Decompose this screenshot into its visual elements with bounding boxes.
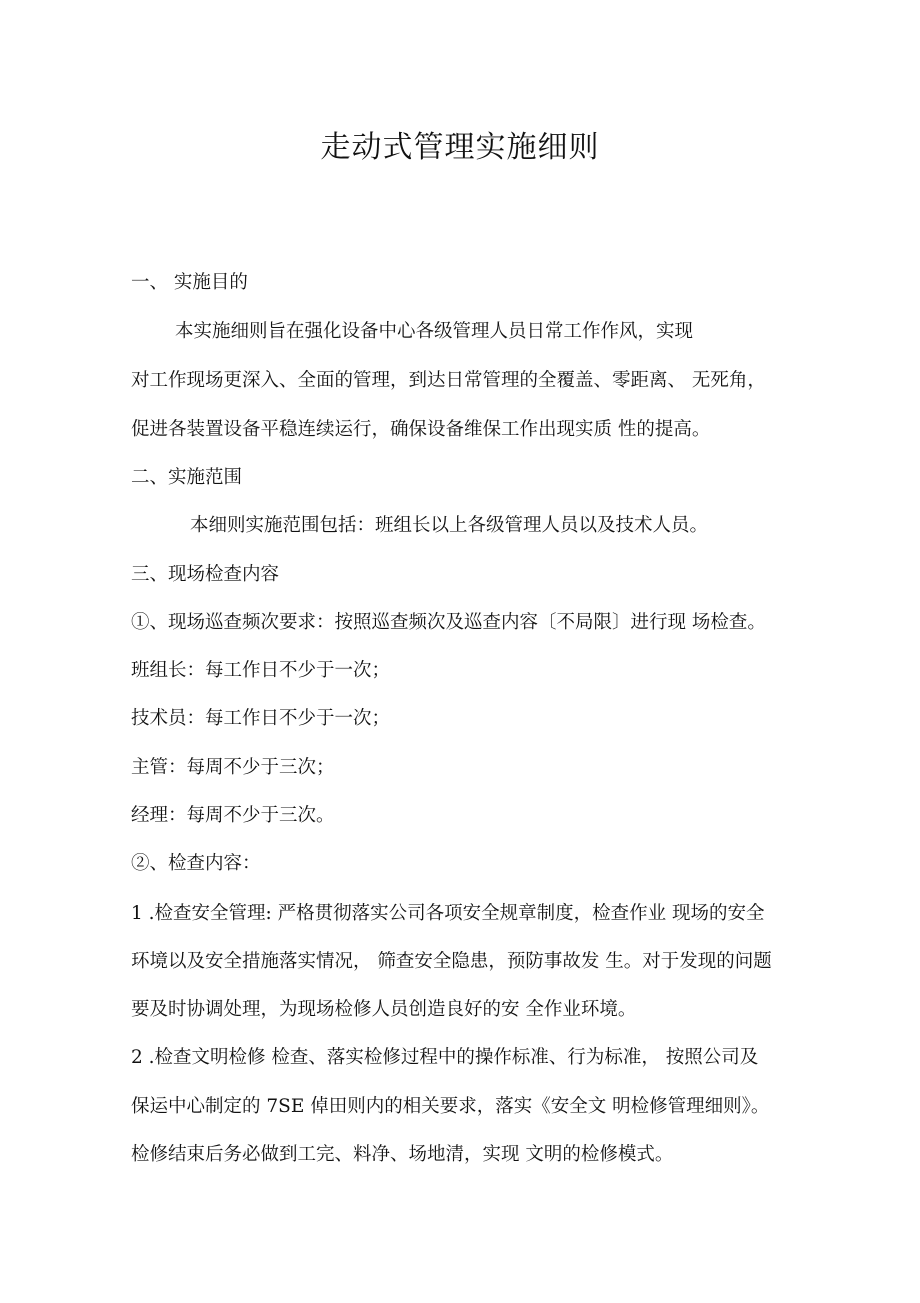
paragraph-line: 本实施细则旨在强化设备中心各级管理人员日常工作作风，实现 bbox=[175, 321, 694, 342]
paragraph-line: 对工作现场更深入、全面的管理，到达日常管理的全覆盖、零距离、 无死角， bbox=[131, 370, 766, 391]
list-item: 班组长：每工作日不少于一次； bbox=[131, 660, 391, 681]
list-item: 技术员：每工作日不少于一次； bbox=[131, 708, 391, 729]
paragraph-line: 保运中心制定的 7SE 倬田则内的相关要求，落实《安全文 明检修管理细则》。 bbox=[131, 1096, 770, 1117]
paragraph-line: 1 .检查安全管理: 严格贯彻落实公司各项安全规章制度，检查作业 现场的安全 bbox=[131, 903, 765, 924]
paragraph-line: 检修结束后务必做到工完、料净、场地清，实现 文明的检修模式。 bbox=[131, 1144, 674, 1165]
paragraph-line: 要及时协调处理，为现场检修人员创造良好的安 全作业环境。 bbox=[131, 999, 637, 1020]
paragraph-line: 本细则实施范围包括：班组长以上各级管理人员以及技术人员。 bbox=[190, 515, 709, 536]
section-heading-inspection: 三、现场检查内容 bbox=[131, 564, 280, 585]
subsection-heading: ②、检查内容： bbox=[131, 853, 261, 874]
list-item: 经理：每周不少于三次。 bbox=[131, 805, 335, 826]
paragraph-line: 2 .检查文明检修 检查、落实检修过程中的操作标准、行为标准， 按照公司及 bbox=[131, 1047, 759, 1068]
document-title: 走动式管理实施细则 bbox=[320, 130, 600, 165]
list-item: 主管：每周不少于三次； bbox=[131, 757, 335, 778]
paragraph-line: 促进各装置设备平稳连续运行，确保设备维保工作出现实质 性的提高。 bbox=[131, 419, 711, 440]
section-heading-scope: 二、实施范围 bbox=[131, 467, 243, 488]
section-heading-purpose: 一、 实施目的 bbox=[131, 272, 248, 293]
paragraph-line: 环境以及安全措施落实情况， 筛查安全隐患，预防事故发 生。对于发现的问题 bbox=[131, 951, 772, 972]
paragraph-line: ①、现场巡查频次要求：按照巡查频次及巡查内容〔不局限〕进行现 场检查。 bbox=[131, 612, 766, 633]
